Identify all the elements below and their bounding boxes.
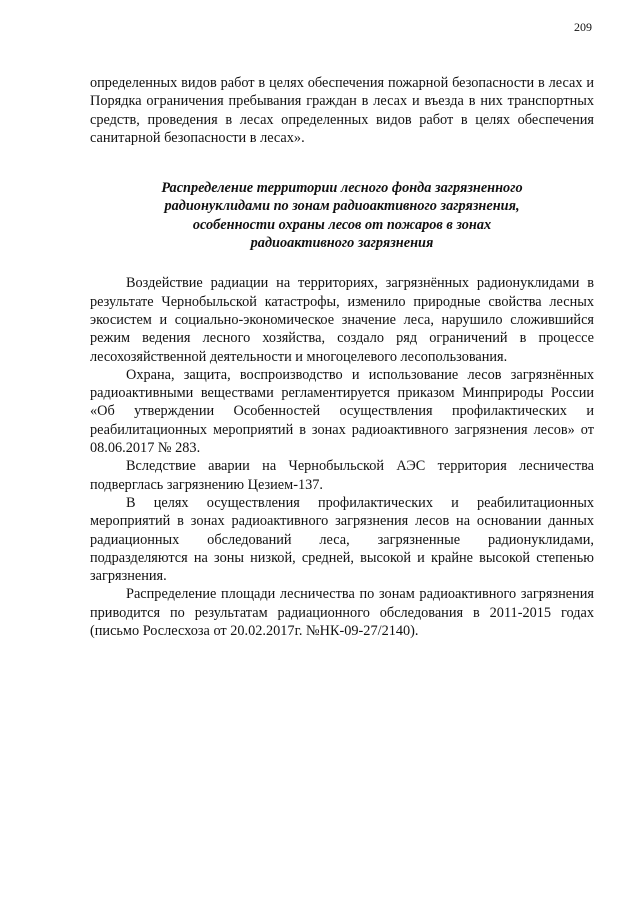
body-paragraph: В целях осуществления профилактических и реабилитационных мероприятий в зонах радиоактивного загрязнения лесов на основании данных радиационных обследований леса, загрязненные радионуклидами, подразделяются на зоны низкой, средней, высокой и крайне высокой степенью загрязнения.: [90, 494, 594, 585]
section-heading: [90, 179, 594, 252]
page-number: 209: [574, 20, 592, 34]
intro-paragraph: определенных видов работ в целях обеспечения пожарной безопасности в лесах и Порядка ограничения пребывания граждан в лесах и въезда в них транспортных средств, проведения в лесах определенных видов работ в целях обеспечения санитарной безопасности в лесах».: [90, 75, 594, 146]
section-heading-line: особенности охраны лесов от пожаров в зонах: [192, 216, 492, 233]
section-heading-line: радиоактивного загрязнения: [250, 235, 434, 252]
section-heading-line: радионуклидами по зонам радиоактивного загрязнения,: [164, 198, 520, 215]
document-body: [90, 74, 594, 640]
body-paragraph: Распределение площади лесничества по зонам радиоактивного загрязнения приводится по результатам радиационного обследования в 2011-2015 годах (письмо Рослесхоза от 20.02.2017г. №НК-09-27/2140).: [90, 586, 594, 640]
body-paragraph: Воздействие радиации на территориях, загрязнённых радионуклидами в результате Чернобыльской катастрофы, изменило природные свойства лесных экосистем и социально-экономическое значение леса, нарушило сложившийся режим ведения лесного хозяйства, создало ряд ограничений в процессе лесохозяйственной деятельности и многоцелевого лесопользования.: [90, 275, 594, 365]
body-paragraph: Вследствие аварии на Чернобыльской АЭС территория лесничества подверглась загрязнению Цезием-137.: [90, 458, 594, 493]
section-heading-line: Распределение территории лесного фонда загрязненного: [161, 180, 523, 197]
body-paragraph: Охрана, защита, воспроизводство и использование лесов загрязнённых радиоактивными веществами регламентируется приказом Минприроды России «Об утверждении Особенностей осуществления профилактических и реабилитационных мероприятий в зонах радиоактивного загрязнения лесов» от 08.06.2017 № 283.: [90, 366, 594, 457]
